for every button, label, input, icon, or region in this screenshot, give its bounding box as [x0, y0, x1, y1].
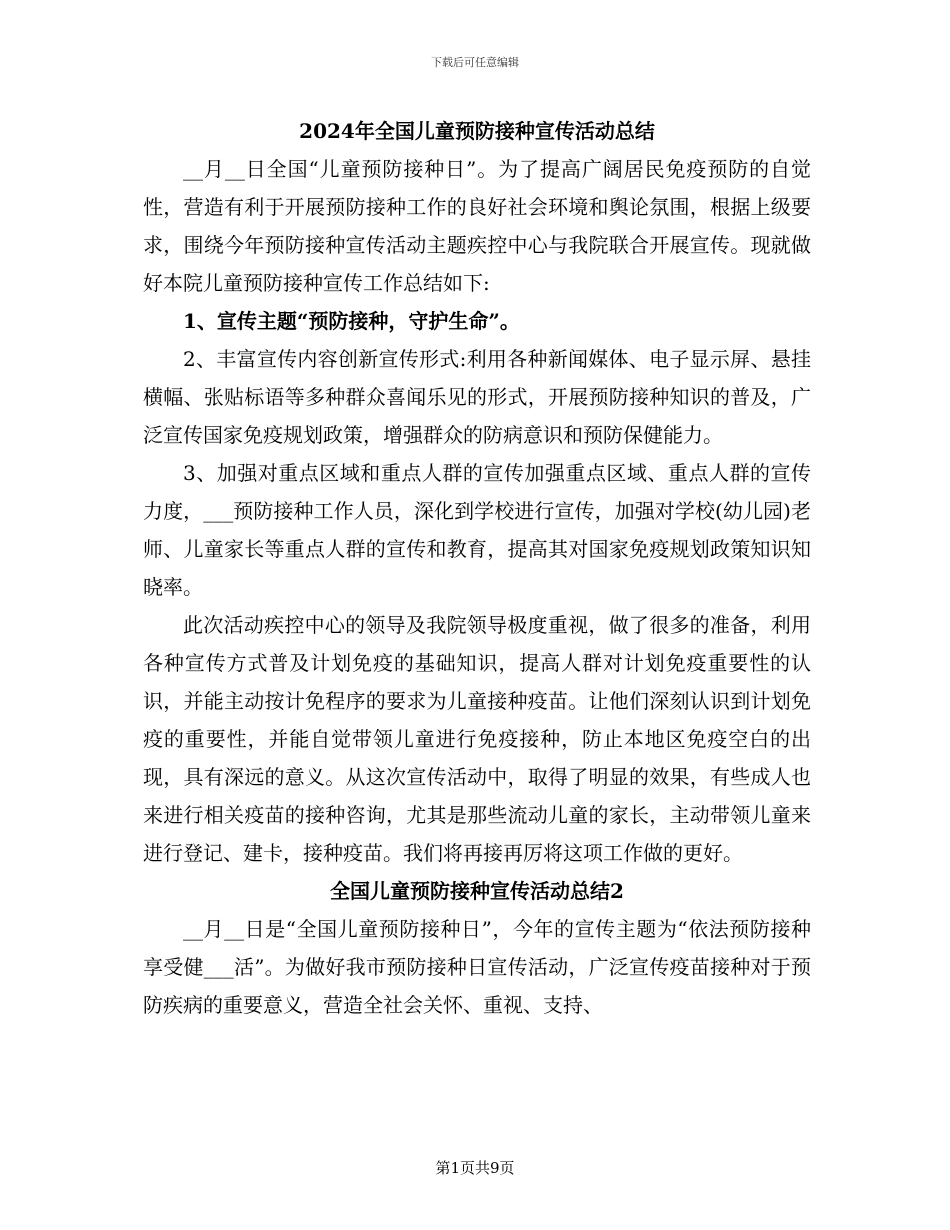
page-header: 下载后可任意编辑 [431, 56, 519, 69]
page-footer: 第1页共9页 [435, 1159, 515, 1177]
paragraph-summary: 此次活动疾控中心的领导及我院领导极度重视，做了很多的准备，利用各种宣传方式普及计划免疫的基础知识，提高人群对计划免疫重要性的认识，并能主动按计免程序的要求为儿童接种疫苗。让他们深刻认识到计划免疫的重要性，并能自觉带领儿童进行免疫接种，防止本地区免疫空白的出现，具有深远的意义。从这次宣传活动中，取得了明显的效果，有些成人也来进行相关疫苗的接种咨询，尤其是那些流动儿童的家长，主动带领儿童来进行登记、建卡，接种疫苗。我们将再接再厉将这项工作做的更好。 [143, 613, 811, 865]
paragraph-key-groups: 3、加强对重点区域和重点人群的宣传加强重点区域、重点人群的宣传力度，___预防接种工作人员，深化到学校进行宣传，加强对学校(幼儿园)老师、儿童家长等重点人群的宣传和教育，提高其对国家免疫规划政策知识知晓率。 [143, 461, 811, 599]
document-body [143, 112, 811, 1024]
paragraph-intro: __月__日全国“儿童预防接种日”。为了提高广阔居民免疫预防的自觉性，营造有利于开展预防接种工作的良好社会环境和舆论氛围，根据上级要求，围绕今年预防接种宣传活动主题疾控中心与我院联合开展宣传。现就做好本院儿童预防接种宣传工作总结如下: [143, 157, 811, 295]
paragraph-theme: 1、宣传主题“预防接种，守护生命”。 [183, 309, 520, 333]
document-title: 2024年全国儿童预防接种宣传活动总结 [299, 119, 655, 143]
section-title-2: 全国儿童预防接种宣传活动总结2 [330, 879, 624, 903]
paragraph-content: 2、丰富宣传内容创新宣传形式:利用各种新闻媒体、电子显示屏、悬挂横幅、张贴标语等多种群众喜闻乐见的形式，开展预防接种知识的普及，广泛宣传国家免疫规划政策，增强群众的防病意识和预防保健能力。 [143, 347, 811, 447]
paragraph-section2-intro: __月__日是“全国儿童预防接种日”，今年的宣传主题为“依法预防接种享受健___活”。为做好我市预防接种日宣传活动，广泛宣传疫苗接种对于预防疾病的重要意义，营造全社会关怀、重视、支持、 [143, 917, 811, 1017]
